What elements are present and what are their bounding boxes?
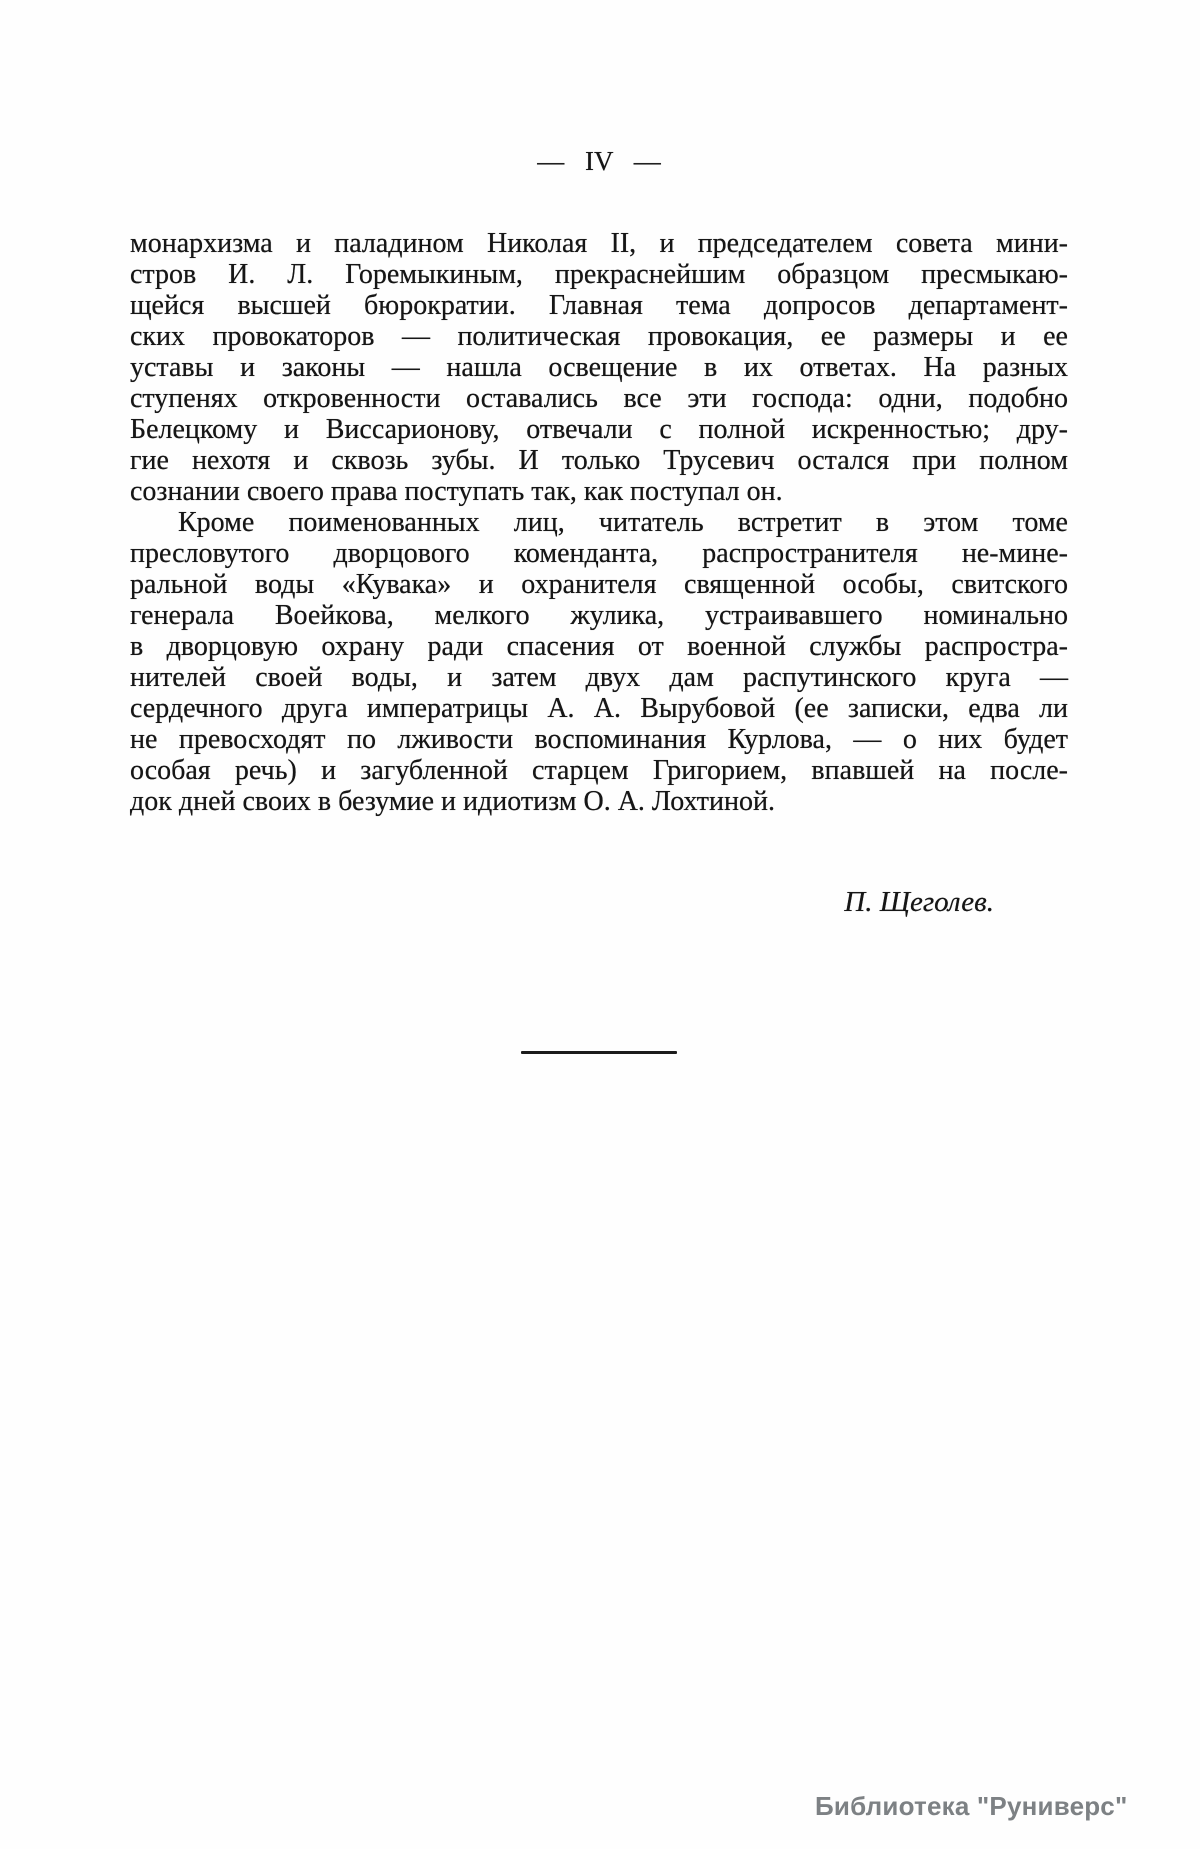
text-line: монархизма и паладином Николая II, и председателем совета мини- [130,228,1068,259]
text-line: Белецкому и Виссарионову, отвечали с полной искренностью; дру- [130,414,1068,445]
text-line: уставы и законы — нашла освещение в их ответах. На разных [130,352,1068,383]
text-line: стров И. Л. Горемыкиным, прекраснейшим образцом пресмыкаю- [130,259,1068,290]
paragraph [130,228,1068,507]
text-line: сердечного друга императрицы А. А. Вырубовой (ее записки, едва ли [130,693,1068,724]
paragraph [130,507,1068,817]
body-text [130,228,1068,817]
text-line: док дней своих в безумие и идиотизм О. А. Лохтиной. [130,786,775,817]
text-line: сознании своего права поступать так, как поступал он. [130,476,783,507]
text-line: ральной воды «Кувака» и охранителя священной особы, свитского [130,569,1068,600]
text-line: нителей своей воды, и затем двух дам распутинского круга — [130,662,1068,693]
text-line: не превосходят по лживости воспоминания Курлова, — о них будет [130,724,1068,755]
text-line: щейся высшей бюрократии. Главная тема допросов департамент- [130,290,1068,321]
section-divider-rule [521,1051,677,1054]
text-line: особая речь) и загубленной старцем Григорием, впавшей на после- [130,755,1068,786]
text-line: ских провокаторов — политическая провокация, ее размеры и ее [130,321,1068,352]
text-line: ступенях откровенности оставались все эти господа: одни, подобно [130,383,1068,414]
text-line: в дворцовую охрану ради спасения от военной службы распростра- [130,631,1068,662]
text-line: Кроме поименованных лиц, читатель встретит в этом томе [178,507,1068,538]
text-line: пресловутого дворцового коменданта, распространителя не-мине- [130,538,1068,569]
author-signature: П. Щеголев. [844,886,994,918]
text-line: гие нехотя и сквозь зубы. И только Трусевич остался при полном [130,445,1068,476]
text-line: генерала Воейкова, мелкого жулика, устраивавшего номинально [130,600,1068,631]
library-watermark: Библиотека "Руниверс" [815,1791,1128,1821]
page-number-heading: — IV — [537,146,661,176]
